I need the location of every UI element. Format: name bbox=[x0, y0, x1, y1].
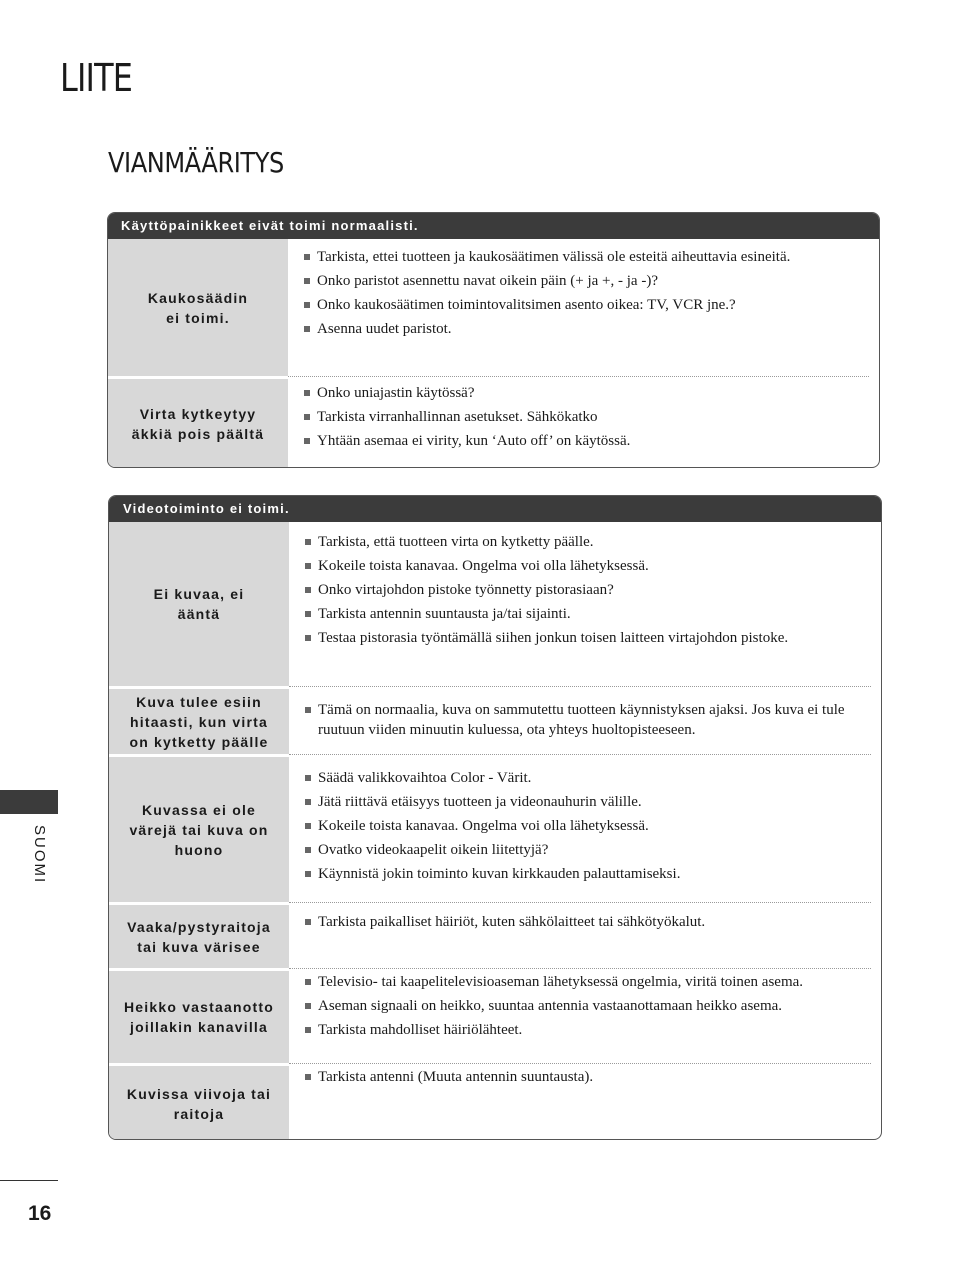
solution-list bbox=[302, 381, 867, 453]
language-label: SUOMI bbox=[31, 825, 48, 885]
table-row bbox=[109, 686, 881, 754]
solution-item: Tarkista mahdolliset häiriölähteet. bbox=[303, 1018, 869, 1042]
solution-item: Tarkista antennin suuntausta ja/tai sijainti. bbox=[303, 602, 869, 626]
problem-label: Virta kytkeytyy äkkiä pois päältä bbox=[108, 376, 288, 468]
solution-item: Tarkista, ettei tuotteen ja kaukosäätimen välissä ole esteitä aiheuttavia esineitä. bbox=[302, 245, 867, 269]
solution-item: Jätä riittävä etäisyys tuotteen ja videonauhurin välille. bbox=[303, 790, 869, 814]
table-row bbox=[108, 239, 879, 376]
solution-list bbox=[303, 1065, 869, 1089]
section-title: VIANMÄÄRITYS bbox=[108, 146, 284, 179]
page-number-divider bbox=[0, 1180, 58, 1181]
solution-item: Yhtään asemaa ei virity, kun ‘Auto off’ on käytössä. bbox=[302, 429, 867, 453]
solution-item: Aseman signaali on heikko, suuntaa antennia vastaanottamaan heikko asema. bbox=[303, 994, 869, 1018]
table-header: Videotoiminto ei toimi. bbox=[109, 496, 881, 522]
language-tab bbox=[0, 790, 58, 814]
problem-label: Vaaka/pystyraitoja tai kuva värisee bbox=[109, 902, 289, 968]
page-number: 16 bbox=[28, 1202, 52, 1225]
solution-item: Tarkista virranhallinnan asetukset. Sähkökatko bbox=[302, 405, 867, 429]
table-header: Käyttöpainikkeet eivät toimi normaalisti. bbox=[108, 213, 879, 239]
table-row bbox=[109, 522, 881, 686]
solution-list bbox=[302, 245, 867, 341]
solution-list bbox=[303, 766, 869, 886]
solution-item: Kokeile toista kanavaa. Ongelma voi olla lähetyksessä. bbox=[303, 814, 869, 838]
solution-item: Onko paristot asennettu navat oikein päin (+ ja +, - ja -)? bbox=[302, 269, 867, 293]
table-row bbox=[109, 902, 881, 968]
problem-label: Kuvassa ei ole värejä tai kuva on huono bbox=[109, 754, 289, 902]
table-row bbox=[109, 968, 881, 1063]
solution-item: Kokeile toista kanavaa. Ongelma voi olla lähetyksessä. bbox=[303, 554, 869, 578]
problem-label: Ei kuvaa, ei ääntä bbox=[109, 522, 289, 686]
chapter-title: LIITE bbox=[60, 56, 133, 100]
solution-item: Televisio- tai kaapelitelevisioaseman lähetyksessä ongelmia, viritä toinen asema. bbox=[303, 970, 869, 994]
troubleshooting-table-video bbox=[108, 495, 882, 1140]
solution-item: Onko kaukosäätimen toimintovalitsimen asento oikea: TV, VCR jne.? bbox=[302, 293, 867, 317]
solution-item: Onko virtajohdon pistoke työnnetty pistorasiaan? bbox=[303, 578, 869, 602]
solution-item: Tarkista, että tuotteen virta on kytketty päälle. bbox=[303, 530, 869, 554]
problem-label: Kuva tulee esiin hitaasti, kun virta on kytketty päälle bbox=[109, 686, 289, 754]
solution-item: Onko uniajastin käytössä? bbox=[302, 381, 867, 405]
troubleshooting-table-controls bbox=[107, 212, 880, 468]
solution-item: Tämä on normaalia, kuva on sammutettu tuotteen käynnistyksen ajaksi. Jos kuva ei tule ruutuun viiden minuutin kuluessa, ota yhteys huoltopisteeseen. bbox=[303, 700, 869, 740]
solution-item: Käynnistä jokin toiminto kuvan kirkkauden palauttamiseksi. bbox=[303, 862, 869, 886]
problem-label: Kuvissa viivoja tai raitoja bbox=[109, 1063, 289, 1140]
solution-list bbox=[303, 970, 869, 1042]
table-row bbox=[109, 754, 881, 902]
table-row bbox=[109, 1063, 881, 1140]
solution-item: Tarkista antenni (Muuta antennin suuntausta). bbox=[303, 1065, 869, 1089]
solution-item: Asenna uudet paristot. bbox=[302, 317, 867, 341]
table-row bbox=[108, 376, 879, 468]
solution-item: Testaa pistorasia työntämällä siihen jonkun toisen laitteen virtajohdon pistoke. bbox=[303, 626, 869, 650]
problem-label: Kaukosäädin ei toimi. bbox=[108, 239, 288, 376]
problem-label: Heikko vastaanotto joillakin kanavilla bbox=[109, 968, 289, 1063]
solution-item: Säädä valikkovaihtoa Color - Värit. bbox=[303, 766, 869, 790]
solution-list bbox=[303, 700, 869, 740]
solution-item: Tarkista paikalliset häiriöt, kuten sähkölaitteet tai sähkötyökalut. bbox=[303, 910, 869, 934]
solution-list bbox=[303, 910, 869, 934]
solution-item: Ovatko videokaapelit oikein liitettyjä? bbox=[303, 838, 869, 862]
solution-list bbox=[303, 530, 869, 650]
